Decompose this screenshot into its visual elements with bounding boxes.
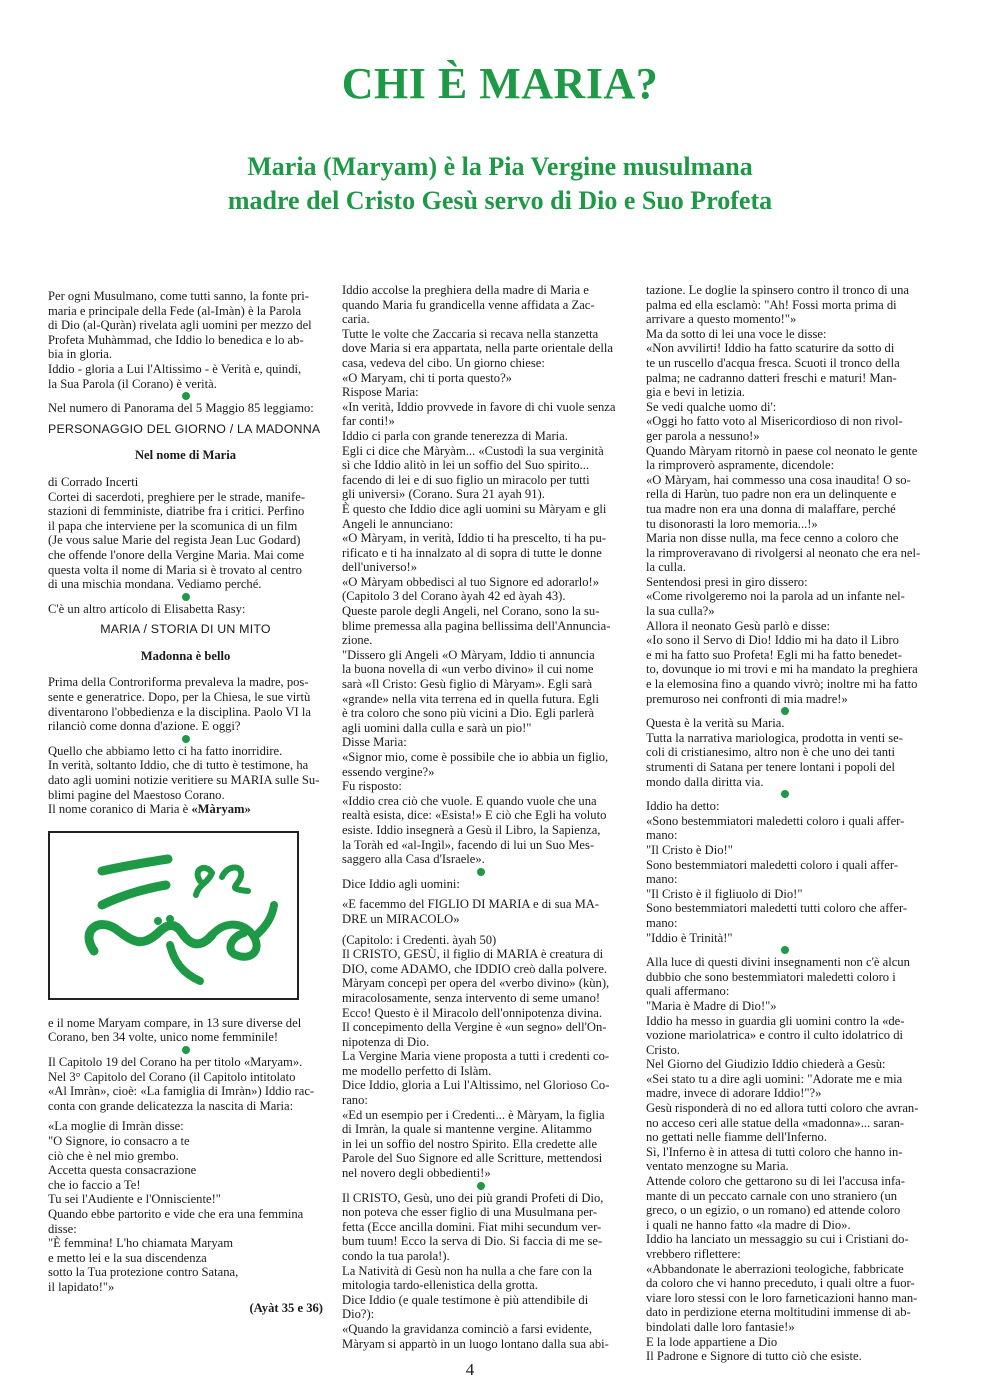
text-line: premuroso nei confronti di mia madre!» (646, 691, 848, 706)
text-line: «Al Imràn», cioè: «La famiglia di Imràn») Iddio rac- (48, 1084, 315, 1099)
nativity-paragraph (342, 1191, 620, 1352)
text-line: (Je vous salue Marie del regista Jean Luc Godard) (48, 533, 301, 548)
text-line: di una mischia mondana. Vediamo perché. (48, 577, 262, 592)
text-line: blimi pagine del Maestoso Corano. (48, 787, 225, 802)
subtitle-line: madre del Cristo Gesù servo di Dio e Suo Profeta (227, 186, 773, 215)
conclusion-paragraph (646, 955, 924, 1364)
text-line: il papa che interviene per la scomunica di un film (48, 518, 298, 533)
text-line: ciò che è nel mio grembo. (48, 1148, 179, 1163)
text-line: mano: (646, 915, 678, 930)
ornament-dot-icon (781, 790, 789, 798)
ornament-dot-icon (477, 868, 485, 876)
text-line: «Io sono il Servo di Dio! Iddio mi ha dato il Libro (646, 633, 899, 648)
text-line: Nel Giorno del Giudizio Iddio chiederà a Gesù: (646, 1057, 886, 1072)
text-line: Tu sei l'Audiente e l'Onnisciente!" (48, 1192, 221, 1207)
text-line: arrivare a questo momento!"» (646, 312, 797, 327)
panorama-intro: Nel numero di Panorama del 5 Maggio 85 leggiamo: (48, 401, 314, 416)
text-line: questa volta il nome di Maria si è trovato al centro (48, 562, 302, 577)
text-line: Fu risposto: (342, 779, 402, 794)
text-line: rificato e ti ha innalzato al di sopra di tutte le donne (342, 545, 602, 560)
text-line: diventarono l'obbedienza e la disciplina. Paolo VI la (48, 704, 311, 719)
text-line: Cristo. (646, 1042, 680, 1057)
text-line: «Quando la gravidanza cominciò a farsi evidente, (342, 1321, 593, 1336)
text-line: Alla luce di questi divini insegnamenti non c'è alcun (646, 955, 910, 970)
text-line: "Il Cristo è il figliuolo di Dio!" (646, 886, 803, 901)
text-line: Iddio ha detto: (646, 799, 720, 814)
maryam-name: «Màryam» (191, 802, 251, 817)
article-heading: Nel nome di Maria (134, 448, 237, 463)
text-line: agli uomini dalla culla e sarà un pio!" (342, 720, 532, 735)
text-line: Sono bestemmiatori maledetti tutti coloro che affer- (646, 901, 908, 916)
text-line: È questo che Iddio dice agli uomini su Màryam e gli (342, 501, 607, 516)
text-line: Angeli le annunciano: (342, 516, 454, 531)
maryam-occurrence (48, 1016, 323, 1045)
text-line: «Come rivolgeremo noi la parola ad un infante nel- (646, 589, 905, 604)
panorama-heading: PERSONAGGIO DEL GIORNO / LA MADONNA (48, 421, 321, 436)
text-line: che io faccio a Te! (48, 1177, 141, 1192)
page-title: CHI È MARIA? (341, 59, 659, 108)
text-line: viare loro stessi con le loro farneticazioni hanno man- (646, 1290, 918, 1305)
intro-paragraph (48, 289, 323, 391)
text-line: è tra coloro che sono più vicini a Dio. Egli parlerà (342, 706, 595, 721)
text-line: far conti!» (342, 414, 395, 429)
text-line: mante di un peccato carnale con uno straniero (un (646, 1188, 898, 1203)
text-line: In verità, soltanto Iddio, che di tutto è testimone, ha (48, 758, 309, 773)
text-line: dato in perdizione eterna moltitudini immense di ab- (646, 1305, 911, 1320)
text-line: DRE un MIRACOLO» (342, 911, 460, 926)
text-line: Corano, ben 34 volte, unico nome femminile! (48, 1030, 279, 1045)
truth-paragraph (646, 716, 924, 789)
text-line: non poteva che esser figlio di una Musulmana per- (342, 1205, 598, 1220)
text-line: da coloro che vi hanno preceduto, i quali oltre a fuor- (646, 1276, 915, 1291)
ornament-dot-icon (182, 1046, 190, 1054)
text-line: Iddio accolse la preghiera della madre di Maria e (342, 283, 589, 297)
text-line: di Dio (al-Quràn) rivelata agli uomini per mezzo del (48, 318, 312, 333)
text-line: palma; ne cadranno datteri freschi e maturi! Man- (646, 370, 897, 385)
ornament-dot-icon (182, 392, 190, 400)
text-line: «Sei stato tu a dire agli uomini: "Adorate me e mia (646, 1071, 903, 1086)
text-line: «La moglie di Imràn disse: (48, 1119, 184, 1134)
text-line: rella di Harùn, tuo padre non era un delinquente e (646, 487, 897, 502)
text-line: maria e principale della Fede (al-Imàn) è la Parola (48, 303, 302, 318)
text-line: mano: (646, 828, 678, 843)
text-line: DIO, come ADAMO, che IDDIO creò dalla polvere. (342, 961, 608, 976)
text-line: Nel 3° Capitolo del Corano (il Capitolo intitolato (48, 1069, 296, 1084)
text-line: nel novero degli obbedienti!» (342, 1166, 491, 1181)
text-line: Se vedi qualche uomo di': (646, 399, 777, 414)
text-line: facendo di lei e di suo figlio un miracolo per tutti (342, 472, 590, 487)
text-line: Sono bestemmiatori maledetti coloro i quali affer- (646, 857, 899, 872)
text-line: "Dissero gli Angeli «O Màryam, Iddio ti annuncia (342, 647, 595, 662)
ornament-dot-icon (182, 735, 190, 743)
text-line: gli universi» (Corano. Sura 21 ayah 91). (342, 487, 545, 502)
text-line: Iddio ha lanciato un messaggio su cui i Cristiani do- (646, 1232, 909, 1247)
text-line: che offende l'onore della Vergine Maria. Mai come (48, 547, 305, 562)
text-line: «Ed un esempio per i Credenti... è Màryam, la figlia (342, 1107, 605, 1122)
text-line: casa, vedeva del cibo. Un giorno chiese: (342, 355, 545, 370)
text-line: «grande» nella vita terrena ed in quella futura. Egli (342, 691, 600, 706)
text-line: dubbio che sono bestemmiatori maledetti coloro i (646, 969, 896, 984)
text-line: «Oggi ho fatto voto al Misericordioso di non rivol- (646, 414, 903, 429)
article-excerpt (48, 475, 323, 592)
text-line: (Capitolo: i Credenti. àyah 50) (342, 932, 497, 947)
text-line: "È femmina! L'ho chiamata Maryam (48, 1236, 234, 1251)
palm-story-paragraph (646, 283, 924, 706)
text-line: quando Maria fu grandicella venne affidata a Zac- (342, 297, 595, 312)
text-line: «E facemmo del FIGLIO DI MARIA e di sua MA- (342, 897, 600, 912)
column-1 (48, 289, 323, 1315)
text-line: ventato menzogne su Maria. (646, 1159, 789, 1174)
text-line: rano: (342, 1093, 368, 1108)
text-line: la buona novella di «un verbo divino» il cui nome (342, 662, 594, 677)
column-3 (646, 283, 924, 1364)
text-line: «Signor mio, come è possibile che io abbia un figlio, (342, 750, 609, 764)
zaccaria-paragraph (342, 283, 620, 867)
text-line: fetta (Ecce ancilla domini. Fiat mihi secundum ver- (342, 1219, 602, 1234)
text-line: Iddio - gloria a Lui l'Altissimo - è Verità e, quindi, (48, 361, 302, 376)
text-line: madre, invece di adorare Iddio!"?» (646, 1086, 822, 1101)
text-line: condo la tua parola!). (342, 1249, 450, 1263)
text-line: Dio?): (342, 1307, 375, 1322)
text-line: me modello perfetto di Islàm. (342, 1063, 492, 1078)
text-line: Iddio ci parla con grande tenerezza di Maria. (342, 428, 568, 443)
blasphemers-paragraph (646, 799, 924, 945)
text-line: Maria non disse nulla, ma fece cenno a coloro che (646, 531, 899, 546)
subtitle-line: Maria (Maryam) è la Pia Vergine musulmana (247, 152, 753, 181)
comment-paragraph (48, 744, 323, 802)
text-line: mondo dalla diritta via. (646, 774, 764, 789)
text-line: bia in gloria. (48, 347, 113, 362)
text-line: Queste parole degli Angeli, nel Corano, sono la su- (342, 604, 600, 619)
article-heading: Madonna è bello (140, 648, 231, 663)
page-subtitle (0, 150, 1000, 218)
text-line: la Sua Parola (il Corano) è verità. (48, 376, 217, 391)
text-line: esiste. Iddio insegnerà a Gesù il Libro, la Sapienza, (342, 822, 601, 837)
text-line: mano: (646, 872, 678, 887)
text-line: Dice Iddio, gloria a Lui l'Altissimo, nel Glorioso Co- (342, 1078, 610, 1093)
text-line: "Maria è Madre di Dio!"» (646, 998, 777, 1013)
text-line: e metto lei e la sua discendenza (48, 1250, 207, 1265)
text-line: Egli ci dice che Màryàm... «Custodì la sua verginità (342, 443, 604, 458)
text-line: Sentendosi presi in giro dissero: (646, 574, 808, 589)
text-line: «O Màryam obbedisci al tuo Signore ed adorarlo!» (342, 574, 600, 589)
text-line: La Natività di Gesù non ha nulla a che fare con la (342, 1263, 593, 1278)
text-line: bindolati dalle loro fantasie!» (646, 1319, 795, 1334)
text-line: "O Signore, io consacro a te (48, 1133, 190, 1148)
text-line: tazione. Le doglie la spinsero contro il tronco di una (646, 283, 909, 297)
text-line: vrebbero riflettere: (646, 1247, 741, 1261)
text-line: sì che Iddio alitò in lei un soffio del Suo spirito... (342, 458, 590, 473)
text-line: «O Màryam, hai commesso una cosa inaudita! O so- (646, 472, 911, 487)
text-line: Il concepimento della Vergine è «un segno» dell'On- (342, 1020, 607, 1035)
text-line: La Vergine Maria viene proposta a tutti i credenti co- (342, 1049, 610, 1064)
text-line: nipotenza di Dio. (342, 1034, 430, 1049)
text-line: "Iddio è Trinità!" (646, 930, 733, 945)
text-line: Per ogni Musulmano, come tutti sanno, la fonte pri- (48, 289, 309, 303)
miracle-quote (342, 897, 620, 926)
text-line: i quali ne hanno fatto «la madre di Dio». (646, 1217, 851, 1232)
text-line: (Capitolo 3 del Corano àyah 42 ed àyah 43). (342, 589, 566, 604)
calligraphy-drawing (50, 833, 297, 998)
text-line: Tutte le volte che Zaccaria si recava nella stanzetta (342, 326, 599, 341)
text-line: saggero alla Casa d'Israele». (342, 852, 485, 867)
text-line: Questa è la verità su Maria. (646, 716, 785, 731)
text-line: «O Maryam, chi ti porta questo?» (342, 370, 512, 385)
text-line: quali affermano: (646, 984, 730, 999)
text-line: e la elemosina fino a quando vivrò; inoltre mi ha fatto (646, 677, 918, 692)
text-line: E la lode appartiene a Dio (646, 1334, 778, 1349)
text-line: greco, o un egizio, o un romano) ed attende coloro (646, 1203, 901, 1218)
text-line: te un ruscello d'acqua fresca. Scuoti il tronco della (646, 355, 900, 370)
christ-creature-paragraph (342, 933, 620, 1181)
text-line: tu disonorasti la loro memoria...!» (646, 516, 818, 531)
text-line: no gettati nelle fiamme dell'Inferno. (646, 1130, 827, 1145)
text-line: Allora il neonato Gesù parlò e disse: (646, 618, 830, 633)
text-line: «Sono bestemmiatori maledetti coloro i quali affer- (646, 813, 905, 828)
text-line: Parole del Suo Signore ed alle Scritture, mettendosi (342, 1151, 603, 1166)
text-line: palma ed ella esclamò: "Ah! Fossi morta prima di (646, 297, 897, 312)
text-line: in lei un soffio del nostro Spirito. Ella credette alle (342, 1136, 598, 1151)
text-line: to, dovunque io mi trovi e mi ha mandato la preghiera (646, 662, 918, 677)
text-line: Quando ebbe partorito e vide che era una femmina (48, 1206, 304, 1221)
text-line: Dice Iddio (e quale testimone è più attendibile di (342, 1292, 589, 1307)
text-line: Quando Màryam ritornò in paese col neonato le gente (646, 443, 918, 458)
text-line: Prima della Controriforma prevaleva la madre, pos- (48, 675, 309, 690)
ornament-dot-icon (477, 1182, 485, 1190)
text-line: Il Padrone e Signore di tutto ciò che esiste. (646, 1349, 862, 1364)
god-says-line: Dice Iddio agli uomini: (342, 876, 460, 891)
text-line: la sua culla?» (646, 604, 715, 619)
maryam-calligraphy-icon (48, 831, 299, 1000)
text-line: Màryam si appartò in un luogo lontano dalla sua abi- (342, 1336, 609, 1351)
column-2 (342, 283, 620, 1351)
chapter-paragraph (48, 1055, 323, 1113)
text-line: mitologia tardo-ellenistica della grotta. (342, 1278, 538, 1293)
text-line: Il CRISTO, Gesù, uno dei più grandi Profeti di Dio, (342, 1190, 604, 1205)
text-line: disse: (48, 1221, 77, 1236)
text-line: Iddio ha messo in guardia gli uomini contro la «de- (646, 1013, 905, 1028)
text-line: no acceso ceri alle statue della «madonna»... saran- (646, 1115, 905, 1130)
text-line: Quello che abbiamo letto ci ha fatto inorridire. (48, 743, 283, 758)
text-line: coli di cristianesimo, altro non è che uno dei tanti (646, 745, 896, 760)
text-line: e il nome Maryam compare, in 13 sure diverse del (48, 1015, 302, 1030)
text-line: «In verità, Iddio provvede in favore di chi vuole senza (342, 399, 616, 414)
quran-quote (48, 1119, 323, 1294)
text-line: di Corrado Incerti (48, 474, 139, 489)
text-line: Sì, l'Inferno è in attesa di tutti coloro che hanno in- (646, 1144, 903, 1159)
ornament-dot-icon (781, 707, 789, 715)
text-line: Tutta la narrativa mariologica, prodotta in venti se- (646, 730, 903, 745)
text-line: "Il Cristo è Dio!" (646, 842, 733, 857)
text-line: realtà esista, dice: «Esista!» E ciò che Egli ha voluto (342, 808, 607, 823)
text-line: Il CRISTO, GESÙ, il figlio di MARIA è creatura di (342, 947, 604, 962)
text-line: Màryam concepì per opera del «verbo divino» (kùn), (342, 976, 610, 991)
text-line: Cortei di sacerdoti, preghiere per le strade, manife- (48, 489, 306, 504)
text-line: caria. (342, 312, 370, 327)
text-line: Disse Maria: (342, 735, 407, 750)
text-line: vozione mariolatrica» e contro il culto idolatrico di (646, 1028, 904, 1043)
text-line: la culla. (646, 560, 686, 575)
rasy-excerpt (48, 675, 323, 733)
text-line: Attende coloro che gettarono su di lei l'accusa infa- (646, 1174, 905, 1189)
text-line: il lapidato!"» (48, 1279, 115, 1294)
text-line: Ecco! Questo è il Miracolo dell'onnipotenza divina. (342, 1005, 603, 1020)
text-line: dove Maria si era appartata, nella parte orientale della (342, 341, 613, 356)
text-line: blime premessa alla pagina bellissima dell'Annuncia- (342, 618, 611, 633)
rasy-intro: C'è un altro articolo di Elisabetta Rasy: (48, 601, 246, 616)
text-line: Profeta Muhàmmad, che Iddio lo benedica e lo ab- (48, 332, 304, 347)
text-line: la rimproveravano di rivolgersi al neonato che era nel- (646, 545, 921, 560)
text-line: miracolosamente, senza intervento di seme umano! (342, 990, 601, 1005)
ornament-dot-icon (182, 593, 190, 601)
ornament-dot-icon (781, 946, 789, 954)
text-line: Il Capitolo 19 del Corano ha per titolo «Maryam». (48, 1055, 303, 1069)
text-line: zione. (342, 633, 373, 648)
text-line: e mi ha fatto suo Profeta! Egli mi ha fatto benedet- (646, 647, 902, 662)
text-line: sente e generatrice. Dopo, per la Chiesa, le sue virtù (48, 690, 311, 705)
text-line: tua madre non era una donna di malaffare, perché (646, 501, 896, 516)
rasy-heading: MARIA / STORIA DI UN MITO (100, 622, 271, 637)
text-line: Rispose Maria: (342, 385, 419, 400)
text-line: essendo vergine?» (342, 764, 435, 779)
text-line: gia e bevi in letizia. (646, 385, 745, 400)
text-line: dell'universo!» (342, 560, 418, 575)
verse-reference: (Ayàt 35 e 36) (249, 1300, 323, 1315)
text-line: di Imràn, la quale si mantenne vergine. Alitammo (342, 1122, 592, 1137)
text-line: stazioni di femministe, diatribe fra i critici. Perfino (48, 504, 305, 519)
koranic-name-line (48, 802, 323, 817)
page-number: 4 (465, 1360, 475, 1379)
text-line: Ma da sotto di lei una voce le disse: (646, 326, 827, 341)
text-line: «Non avvilirti! Iddio ha fatto scaturire da sotto di (646, 341, 895, 356)
koranic-name-text: Il nome coranico di Maria è (48, 802, 192, 817)
text-line: Accetta questa consacrazione (48, 1163, 197, 1178)
text-line: ger parola a nessuno!» (646, 428, 760, 443)
text-line: «O Màryam, in verità, Iddio ti ha prescelto, ti ha pu- (342, 531, 607, 546)
text-line: «Iddio crea ciò che vuole. E quando vuole che una (342, 793, 597, 808)
text-line: rilanciò come donna d'azione. E oggi? (48, 719, 241, 734)
text-line: sotto la Tua protezione contro Satana, (48, 1265, 239, 1280)
text-line: bum tuum! Ecco la serva di Dio. Si faccia di me se- (342, 1234, 603, 1249)
text-line: Gesù risponderà di no ed allora tutti coloro che avran- (646, 1101, 919, 1116)
text-line: la Toràh ed «al-Ingìl», facendo di lui un Suo Mes- (342, 837, 595, 852)
text-line: strumenti di Satana per tenere lontani i popoli del (646, 760, 896, 774)
text-line: sarà «Il Cristo: Gesù figlio di Màryam». Egli sarà (342, 677, 593, 692)
text-line: «Abbandonate le aberrazioni teologiche, fabbricate (646, 1261, 904, 1276)
text-line: la rimproverò aspramente, dicendole: (646, 458, 835, 473)
text-line: dato agli uomini notizie veritiere su MARIA sulle Su- (48, 773, 320, 788)
text-line: conta con grande delicatezza la nascita di Maria: (48, 1098, 294, 1113)
